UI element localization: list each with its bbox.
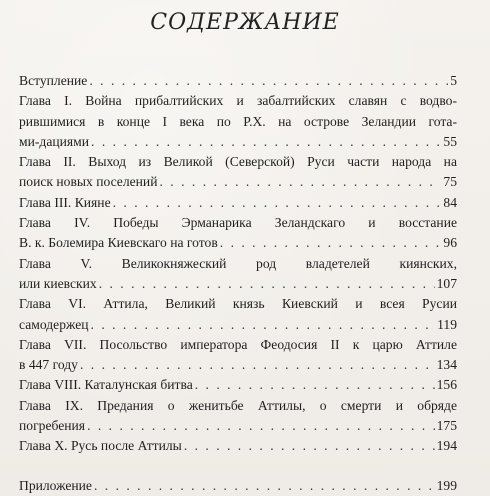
toc-entry-text: Глава VII. Посольство императора Феодосия II к царю Аттиле [19, 336, 457, 352]
toc-entry [19, 152, 457, 193]
dot-leader [220, 233, 442, 253]
toc-entry [19, 396, 457, 437]
toc-entry-line [19, 152, 457, 172]
page-number: 119 [437, 316, 457, 332]
toc-entry-text: Глава V. Великокняжеский род владетелей киянских, [19, 255, 457, 271]
dot-leader [87, 416, 435, 436]
toc-entry-line [19, 193, 457, 213]
toc-entry-text: Глава VI. Аттила, Великий князь Киевский и всея Русии [19, 296, 457, 312]
toc-entry-line [19, 274, 457, 294]
toc-entry-text: Глава I. Война прибалтийских и забалтийских славян с водво- [19, 93, 457, 109]
toc-entry-line [19, 416, 457, 436]
toc-entry [19, 213, 457, 254]
toc-entry-text: В. к. Болемира Киевскаго на готов [19, 235, 218, 251]
dot-leader [99, 274, 435, 294]
toc-entry-line [19, 476, 457, 496]
dot-leader [89, 71, 448, 91]
toc-entry-line [19, 112, 457, 132]
toc-entry [19, 436, 457, 456]
toc-entry-line [19, 213, 457, 233]
toc-entry-text: самодержец [19, 316, 89, 332]
dot-leader [80, 355, 435, 375]
toc-entry-text: поиск новых поселений [19, 174, 158, 190]
toc-entry-text: Глава X. Русь после Аттилы [19, 438, 182, 454]
table-of-contents [19, 71, 457, 496]
toc-entry-line [19, 335, 457, 355]
toc-entry [19, 375, 457, 395]
toc-entry-text: Приложение [19, 477, 92, 493]
dot-leader [184, 436, 435, 456]
page-number: 5 [450, 73, 457, 88]
page-number: 55 [443, 133, 457, 149]
toc-entry [19, 254, 457, 295]
page-number: 194 [436, 438, 457, 454]
toc-entry-line [19, 355, 457, 375]
toc-entry-text: или киевских [19, 275, 97, 291]
page-number: 84 [443, 194, 457, 210]
toc-entry-text: Глава IV. Победы Эрманарика Зеландскаго и восстание [19, 215, 457, 231]
toc-entry-line [19, 294, 457, 314]
page-number: 75 [443, 174, 457, 190]
toc-entry-line [19, 396, 457, 416]
toc-entry-text: рившимися в конце I века по Р.Х. на острове Зеландии гота- [19, 113, 457, 129]
toc-entry-line [19, 132, 457, 152]
dot-leader [91, 132, 441, 152]
toc-entry-text: Глава II. Выход из Великой (Северской) Руси части народа на [19, 154, 457, 170]
toc-entry-line [19, 436, 457, 456]
page-number: 156 [436, 377, 457, 393]
page-number: 199 [436, 477, 457, 493]
toc-entry [19, 335, 457, 376]
toc-entry-line [19, 233, 457, 253]
toc-entry-line [19, 71, 457, 91]
toc-entry-text: Глава III. Кияне [19, 194, 111, 210]
toc-entry-text: в 447 году [19, 357, 78, 373]
page-number: 96 [443, 235, 457, 251]
dot-leader [195, 375, 435, 395]
toc-entry-text: погребения [19, 418, 86, 434]
page-number: 175 [436, 418, 457, 434]
toc-entry [19, 193, 457, 213]
dot-leader [160, 172, 442, 192]
toc-entry-line [19, 315, 457, 335]
toc-entry-line [19, 375, 457, 395]
toc-entry-line [19, 91, 457, 111]
toc-entry-text: Вступление [19, 73, 88, 88]
toc-entry [19, 294, 457, 335]
toc-entry-line [19, 254, 457, 274]
dot-leader [94, 476, 435, 496]
toc-entry-text: ми-дациями [19, 133, 90, 149]
toc-entry [19, 476, 457, 496]
toc-entry-text: Глава VIII. Каталунская битва [19, 377, 193, 393]
dot-leader [113, 193, 442, 213]
toc-entry [19, 91, 457, 152]
page-number: 107 [436, 275, 457, 291]
page-number: 134 [436, 357, 457, 373]
page-title: СОДЕРЖАНИЕ [150, 10, 340, 35]
toc-entry-line [19, 172, 457, 192]
toc-entry [19, 71, 457, 91]
dot-leader [91, 315, 436, 335]
toc-entry-text: Глава IX. Предания о женитьбе Аттилы, о смерти и обряде [19, 397, 457, 413]
